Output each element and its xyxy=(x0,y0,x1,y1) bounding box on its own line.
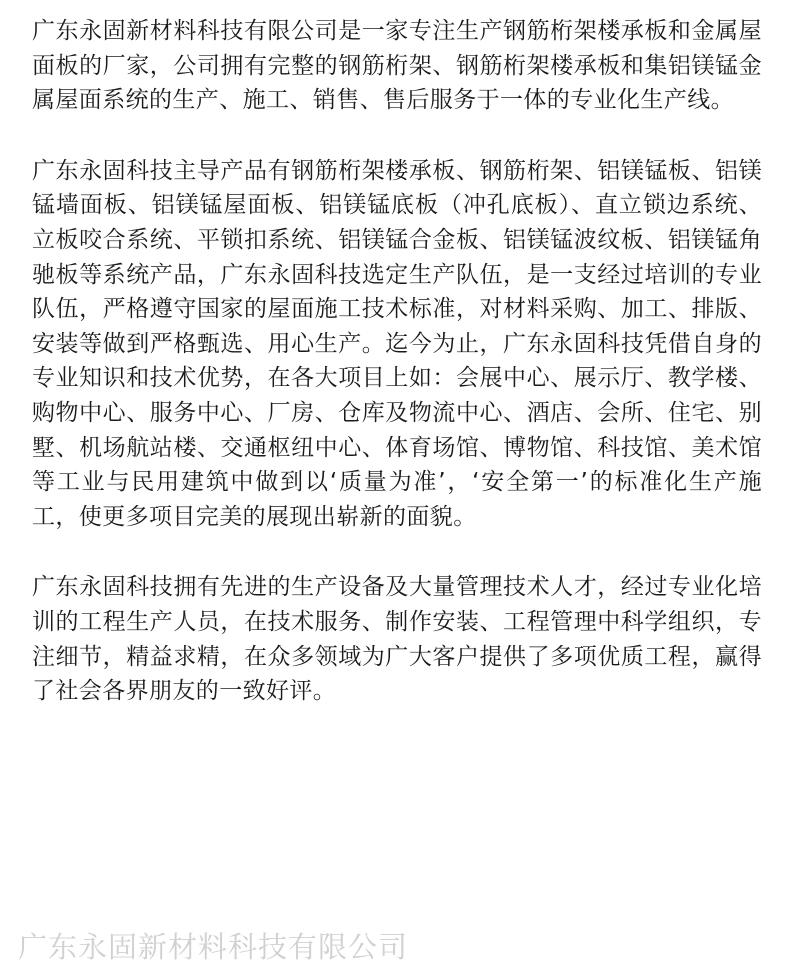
article-body xyxy=(32,14,762,709)
paragraph-capabilities: 广东永固科技拥有先进的生产设备及大量管理技术人才，经过专业化培训的工程生产人员，在技术服务、制作安装、工程管理中科学组织，专注细节，精益求精，在众多领域为广大客户提供了多项优质工程，赢得了社会各界朋友的一致好评。 xyxy=(32,574,762,705)
paragraph-products-projects: 广东永固科技主导产品有钢筋桁架楼承板、钢筋桁架、铝镁锰板、铝镁锰墙面板、铝镁锰屋面板、铝镁锰底板（冲孔底板）、直立锁边系统、立板咬合系统、平锁扣系统、铝镁锰合金板、铝镁锰波纹板、铝镁锰角驰板等系统产品，广东永固科技选定生产队伍，是一支经过培训的专业队伍，严格遵守国家的屋面施工技术标准，对材料采购、加工、排版、安装等做到严格甄选、用心生产。迄今为止，广东永固科技凭借自身的专业知识和技术优势，在各大项目上如：会展中心、展示厅、教学楼、购物中心、服务中心、厂房、仓库及物流中心、酒店、会所、住宅、别墅、机场航站楼、交通枢纽中心、体育场馆、博物馆、科技馆、美术馆等工业与民用建筑中做到以‘质量为准’，‘安全第一’的标准化生产施工，使更多项目完美的展现出崭新的面貌。 xyxy=(32,157,762,530)
company-watermark: 广东永固新材料科技有限公司 xyxy=(18,930,409,964)
paragraph-company-intro: 广东永固新材料科技有限公司是一家专注生产钢筋桁架楼承板和金属屋面板的厂家，公司拥有完整的钢筋桁架、钢筋桁架楼承板和集铝镁锰金属屋面系统的生产、施工、销售、售后服务于一体的专业化生产线。 xyxy=(32,18,762,114)
